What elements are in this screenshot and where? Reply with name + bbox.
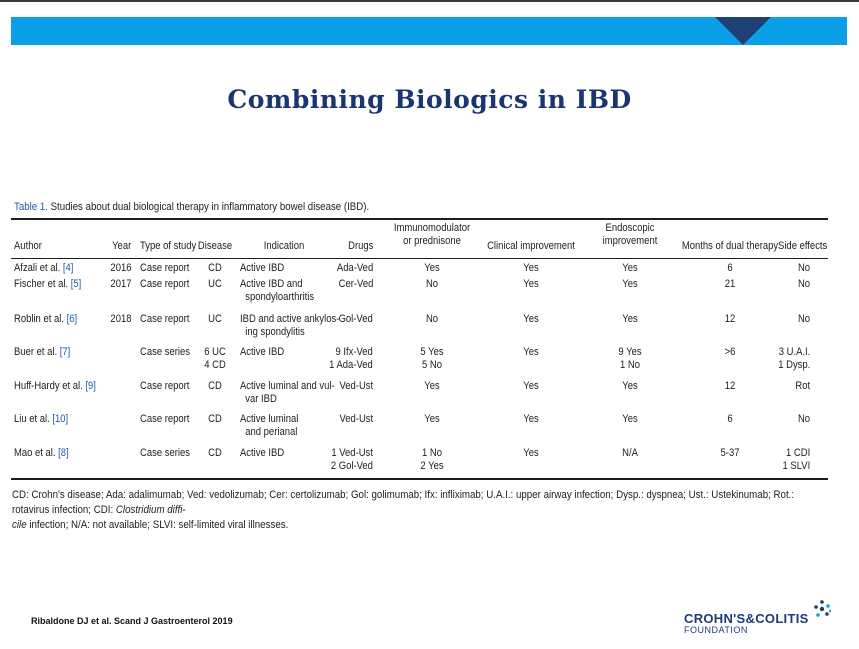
header-disease: Disease [197,240,233,252]
header-endo: Endoscopic improvement [602,222,658,247]
header-immuno: Immunomodulator or prednisone [393,222,471,247]
header-year: Year [111,240,131,252]
cell-type: Case report [140,313,190,325]
cell-months: 12 [724,380,736,392]
cell-immuno: No [425,313,439,325]
table-footnote [12,488,809,533]
reference-link[interactable]: [10] [52,413,69,425]
cell-clinical: Yes [523,346,539,358]
author-name: Roblin et al. [14,313,64,325]
cell-type: Case report [140,278,190,290]
cell-side: No [797,313,810,325]
table-bottom-rule [11,478,828,480]
table-caption-text: Studies about dual biological therapy in inflammatory bowel disease (IBD). [50,201,370,213]
cell-endo: N/A [622,447,638,459]
cell-immuno: Yes [424,380,440,392]
cell-type: Case report [140,413,190,425]
cell-months: 6 [727,413,733,425]
reference-link[interactable]: [6] [66,313,78,325]
cell-drugs: Ada-Ved [336,262,373,274]
cell-endo: Yes [622,278,638,290]
author-name: Liu et al. [14,413,50,425]
cell-drugs: Ved-Ust [339,413,373,425]
cell-side: 3 U.A.I. 1 Dysp. [777,346,810,371]
header-months: Months of dual therapy [681,240,779,252]
cell-indication: Active IBD [240,346,285,358]
cell-endo: Yes [622,262,638,274]
cell-months: 12 [724,313,736,325]
header-side: Side effects [777,240,827,252]
table-top-rule [11,218,828,220]
cell-disease: UC [208,278,222,290]
cell-disease: CD [208,413,222,425]
top-border-line [0,0,859,2]
reference-link[interactable]: [4] [62,262,74,274]
header-clinical: Clinical improvement [487,240,575,252]
cell-immuno: No [425,278,439,290]
cell-author [14,380,96,393]
header-indication: Indication [263,240,305,252]
cell-endo: Yes [622,380,638,392]
citation: Ribaldone DJ et al. Scand J Gastroenterol 2019 [31,616,233,626]
footnote-line-1: CD: Crohn's disease; Ada: adalimumab; Ved: vedolizumab; Cer: certolizumab; Gol: golimumab; Ifx: infliximab; U.A.I.: upper airway infection; Dysp.: dyspnea; Ust.: Ustekinumab; Rot.: rotavirus infection; CDI: Clostridium diffi- [12,489,795,516]
reference-link[interactable]: [5] [70,278,82,290]
cell-type: Case report [140,262,190,274]
cell-disease: CD [208,262,222,274]
author-name: Buer et al. [14,346,58,358]
cell-year: 2018 [109,313,131,325]
reference-link[interactable]: [9] [85,380,96,392]
table-label: Table 1. [14,201,48,213]
cell-author [14,278,81,291]
cell-author [14,313,77,326]
cell-clinical: Yes [523,313,539,325]
author-name: Huff-Hardy et al. [14,380,83,392]
cell-type: Case series [140,447,190,459]
cell-endo: Yes [622,313,638,325]
cell-year: 2016 [109,262,131,274]
cell-clinical: Yes [523,262,539,274]
cell-drugs: Ved-Ust [339,380,373,392]
cell-months: >6 [724,346,736,358]
foundation-logo [684,611,809,635]
cell-immuno: 5 Yes 5 No [420,346,444,371]
table-caption [14,201,369,213]
cell-side: 1 CDI 1 SLVI [782,447,810,472]
cell-clinical: Yes [523,413,539,425]
author-name: Mao et al. [14,447,56,459]
cell-endo: 9 Yes 1 No [618,346,642,371]
cell-clinical: Yes [523,380,539,392]
cell-indication: Active IBD [240,447,285,459]
slide-title: Combining Biologics in IBD [227,85,632,114]
cell-months: 5-37 [720,447,740,459]
reference-link[interactable]: [8] [58,447,69,459]
cell-immuno: 1 No 2 Yes [420,447,444,472]
cell-clinical: Yes [523,278,539,290]
cell-year: 2017 [109,278,131,290]
cell-drugs: Cer-Ved [338,278,373,290]
author-name: Fischer et al. [14,278,69,290]
logo-subtitle: FOUNDATION [684,625,748,635]
cell-immuno: Yes [424,413,440,425]
cell-type: Case series [140,346,190,358]
cell-clinical: Yes [523,447,539,459]
cell-side: Rot [795,380,810,392]
cell-drugs: 9 Ifx-Ved 1 Ada-Ved [329,346,373,371]
header-author: Author [14,240,42,252]
cell-immuno: Yes [424,262,440,274]
foundation-logo-icon [812,599,832,619]
cell-months: 6 [727,262,733,274]
table-header-rule [11,258,828,259]
cell-disease: CD [208,380,222,392]
cell-author [14,413,68,426]
cell-type: Case report [140,380,190,392]
cell-author [14,262,73,275]
cell-author [14,447,69,460]
cell-indication: Active IBD and spondyloarthritis [240,278,315,303]
banner-accent [715,17,771,45]
cell-disease: CD [208,447,222,459]
cell-disease: UC [208,313,222,325]
logo-name: CROHN'S&COLITIS [684,611,809,626]
header-banner [11,17,847,45]
cell-endo: Yes [622,413,638,425]
cell-side: No [797,262,810,274]
cell-indication: Active IBD [240,262,285,274]
cell-drugs: 1 Ved-Ust 2 Gol-Ved [330,447,373,472]
cell-author [14,346,70,359]
cell-side: No [797,278,810,290]
reference-link[interactable]: [7] [59,346,71,358]
cell-indication: Active luminal and vul- var IBD [240,380,335,405]
cell-disease: 6 UC 4 CD [204,346,226,371]
cell-side: No [797,413,810,425]
cell-indication: IBD and active ankylos- ing spondylitis [240,313,340,338]
author-name: Afzali et al. [14,262,61,274]
cell-months: 21 [724,278,736,290]
footnote-line-2: cile infection; N/A: not available; SLVI: self-limited viral illnesses. [12,519,289,531]
header-type: Type of study [140,240,197,252]
cell-indication: Active luminal and perianal [240,413,299,438]
cell-drugs: Gol-Ved [338,313,373,325]
header-drugs: Drugs [347,240,373,252]
